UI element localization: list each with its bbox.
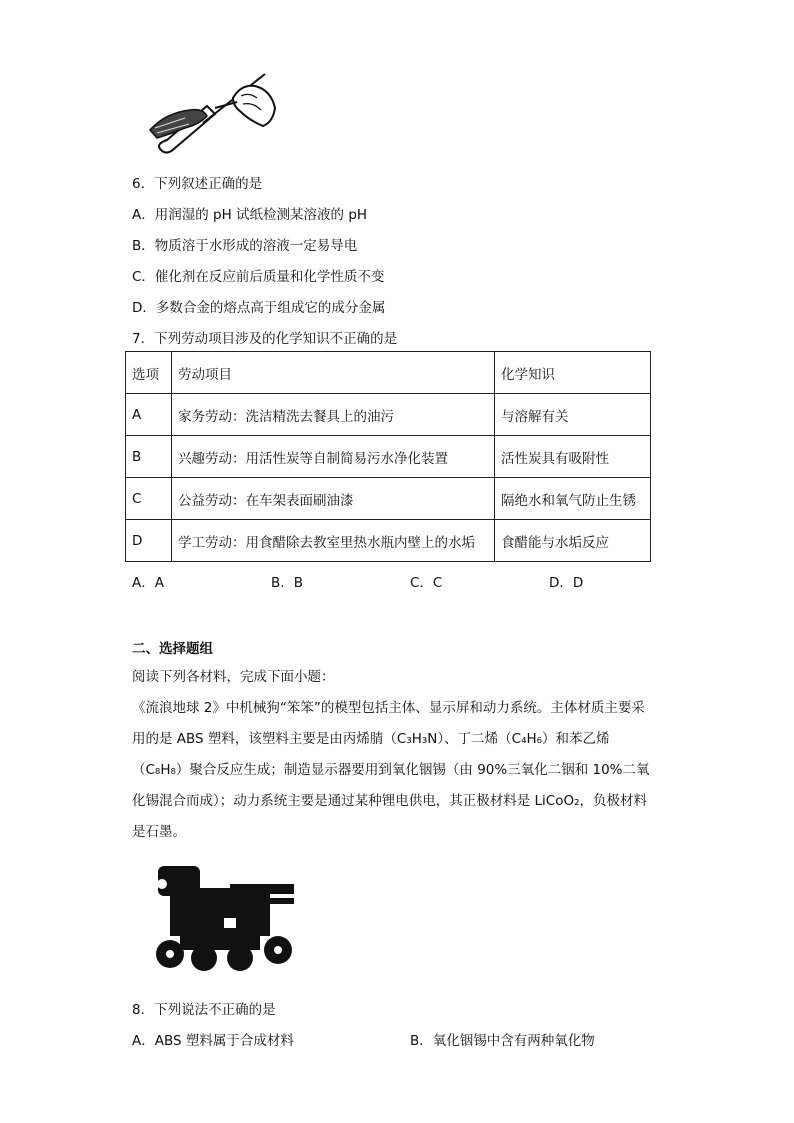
table-cell: 隔绝水和氧气防止生锈 [495,478,651,520]
q6-option-c: C．催化剂在反应前后质量和化学性质不变 [132,269,385,285]
table-header-cell: 化学知识 [495,352,651,394]
passage-line: 《流浪地球 2》中机械狗“笨笨”的模型包括主体、显示屏和动力系统。主体材质主要采 [132,700,645,716]
table-cell: 与溶解有关 [495,394,651,436]
table-cell: 食醋能与水垢反应 [495,520,651,562]
q6-option-a: A．用润湿的 pH 试纸检测某溶液的 pH [132,207,368,223]
section-intro: 阅读下列各材料，完成下面小题： [132,669,335,685]
passage-line: （C₈H₈）聚合反应生成；制造显示器要用到氧化铟锡（由 90%三氧化二铟和 10%二氧 [132,762,650,778]
table-row [126,520,651,562]
passage-line: 化锡混合而成）；动力系统主要是通过某种锂电供电，其正极材料是 LiCoO₂，负极材料 [132,793,648,809]
table-header-row [126,352,651,394]
table-cell: A [126,394,172,436]
robot-dog-illustration [140,858,302,976]
test-tube-figure [145,68,280,160]
robot-dog-figure [140,858,302,976]
q8-stem: 8．下列说法不正确的是 [132,1002,276,1018]
table-row [126,478,651,520]
q8-option-a: A．ABS 塑料属于合成材料 [132,1033,294,1049]
table-row [126,394,651,436]
table-cell: B [126,436,172,478]
table-cell: C [126,478,172,520]
table-cell: 活性炭具有吸附性 [495,436,651,478]
q6-option-d: D．多数合金的熔点高于组成它的成分金属 [132,300,386,316]
table-cell: 家务劳动：洗洁精洗去餐具上的油污 [172,394,495,436]
test-tube-illustration [145,68,280,160]
table-cell: 公益劳动：在车架表面刷油漆 [172,478,495,520]
q7-table [125,351,651,562]
q6-stem: 6．下列叙述正确的是 [132,176,263,192]
section-title: 二、选择题组 [132,641,213,657]
q7-answer-c: C．C [410,575,443,591]
q7-answer-d: D．D [549,575,584,591]
passage-line: 是石墨。 [132,824,186,840]
q7-stem: 7．下列劳动项目涉及的化学知识不正确的是 [132,331,398,347]
table-header-cell: 选项 [126,352,172,394]
q7-answer-a: A．A [132,575,164,591]
table-cell: D [126,520,172,562]
passage-line: 用的是 ABS 塑料，该塑料主要是由丙烯腈（C₃H₃N）、丁二烯（C₄H₆）和苯乙烯 [132,731,610,747]
table-header-cell: 劳动项目 [172,352,495,394]
table-row [126,436,651,478]
table-cell: 兴趣劳动：用活性炭等自制简易污水净化装置 [172,436,495,478]
q8-option-b: B．氧化铟锡中含有两种氧化物 [410,1033,595,1049]
table-cell: 学工劳动：用食醋除去教室里热水瓶内壁上的水垢 [172,520,495,562]
q6-option-b: B．物质溶于水形成的溶液一定易导电 [132,238,358,254]
q7-answer-b: B．B [271,575,304,591]
